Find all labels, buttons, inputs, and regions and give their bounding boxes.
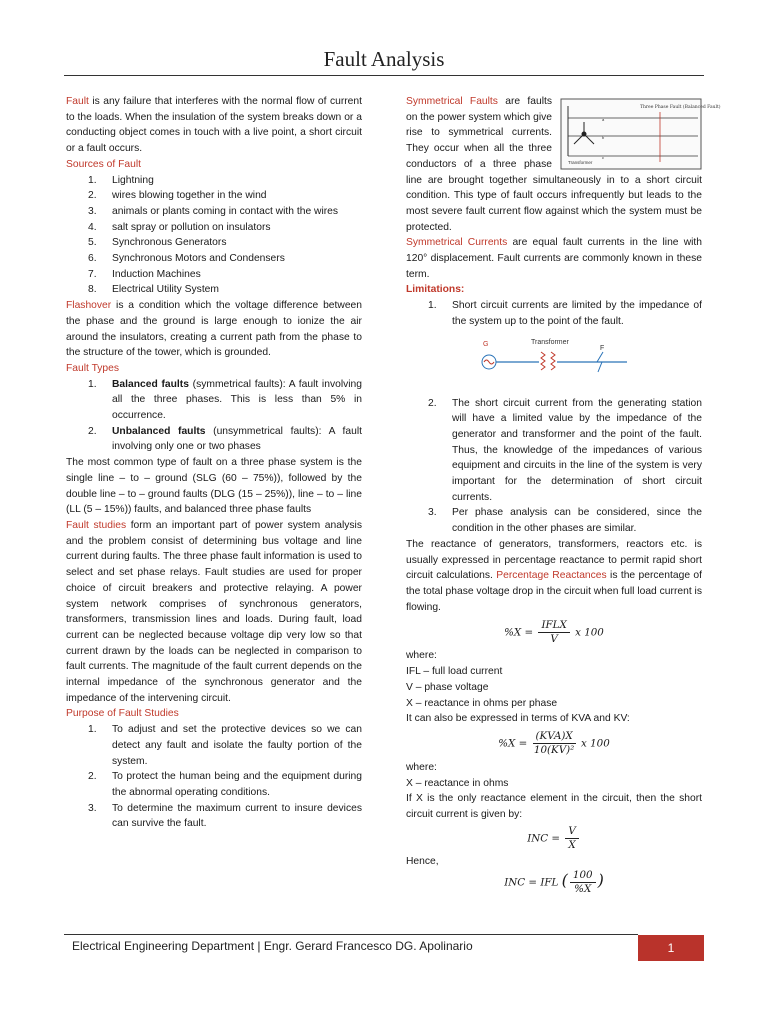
- limitations-list-continued: [406, 396, 702, 537]
- svg-text:a: a: [602, 117, 605, 122]
- purpose-heading: Purpose of Fault Studies: [66, 708, 179, 720]
- equation-isc: INC = $\frac{V}{X}$: [406, 825, 702, 852]
- fault-definition: Fault is any failure that interferes with the normal flow of current to the loads. When the insulation of the system breaks down or a conducting object comes in touch with a live point, a short circuit or a fault occurs.: [66, 96, 362, 155]
- flashover-term: Flashover: [66, 300, 112, 312]
- definition-line: V – phase voltage: [406, 681, 489, 693]
- list-item: 4. salt spray or pollution on insulators: [88, 221, 271, 233]
- list-item: 8. Electrical Utility System: [88, 284, 219, 296]
- list-item: 3. To determine the maximum current to insure devices can survive the fault.: [88, 802, 362, 830]
- footer-rule: [64, 934, 638, 935]
- transformer-label: Transformer: [531, 338, 569, 346]
- symmetrical-faults-term: Symmetrical Faults: [406, 96, 498, 107]
- purpose-list: [66, 722, 362, 832]
- list-item: 2. wires blowing together in the wind: [88, 190, 267, 202]
- list-item: 7. Induction Machines: [88, 268, 201, 280]
- where-label: where:: [406, 650, 437, 662]
- symmetrical-faults-paragraph: Symmetrical Faults Three Phase Fault (Balanced Fault) a b c Transformer are faults on the power system which give rise to symmetrical currents. They occur when all the three conductors of a three phase line are brought together simultaneously in to a short circuit condition. This type of fault occurs infrequently but leads to the most severe fault current flow against which the system must be protected.: [406, 96, 721, 233]
- footer-text: Electrical Engineering Department | Engr. Gerard Francesco DG. Apolinario: [72, 939, 473, 953]
- types-list: [66, 377, 362, 456]
- limitations-heading: Limitations:: [406, 284, 465, 296]
- list-item: 1. Balanced faults (symmetrical faults): A fault involving all the three phases. This is less than 5% in occurrence.: [88, 378, 362, 422]
- hence-label: Hence,: [406, 855, 439, 867]
- equation-isc-ifl: INC = IFL ( $\frac{100}{\%X}$ ): [504, 869, 604, 896]
- common-fault-paragraph: The most common type of fault on a three phase system is the single line – to – ground (SLG (60 – 75%)), followed by the double line – to – ground faults (DLG (15 – 25%)), line – to – line (LL (5 – 15%)) faults, and balanced three phase faults: [66, 457, 362, 516]
- generator-label: G: [483, 340, 489, 348]
- fault-studies-paragraph: Fault studies form an important part of power system analysis and the problem consist of determining bus voltage and line current during faults. The three phase fault information is used to select and set phase relays. Fault studies are used for proper choice of circuit breakers and protective relaying. A power system network comprises of synchronous generators, transformers, transmission lines and loads. During fault, load current can be neglected because voltage dip very low so that current drawn by the loads can be neglected in comparison to fault currents. The magnitude of the fault current depends on the internal impedance of the synchronous generator and the impedance of the intervening circuit.: [66, 519, 362, 704]
- list-item: 6. Synchronous Motors and Condensers: [88, 253, 285, 265]
- svg-text:c: c: [602, 155, 604, 160]
- list-item: 3. Per phase analysis can be considered, since the condition in the other phases are similar.: [428, 507, 702, 535]
- definition-line: IFL – full load current: [406, 666, 503, 678]
- generator-transformer-fault-diagram: [479, 336, 629, 386]
- list-item: 2. The short circuit current from the generating station will have a limited value by the impedance of the generator and transformer and the point of the fault. Thus, the knowledge of the impedances of various equipment and circuits in the line of the system is very important for the determination of short circuit currents.: [428, 397, 702, 503]
- transformer-label: Transformer: [568, 160, 593, 165]
- sources-list: [66, 173, 362, 299]
- symmetrical-currents-paragraph: Symmetrical Currents are equal fault currents in the line with 120° displacement. Fault currents are commonly known in these term.: [406, 237, 703, 280]
- title-rule: [64, 75, 704, 76]
- page-number: 1: [638, 935, 704, 961]
- list-item: 5. Synchronous Generators: [88, 237, 227, 249]
- types-heading: Fault Types: [66, 362, 120, 374]
- definition-line: X – reactance in ohms: [406, 777, 509, 789]
- definition-line: X – reactance in ohms per phase: [406, 697, 558, 709]
- equation-percent-x: %X = $\frac{\text{IFLX}}{V}$ x 100: [504, 619, 604, 646]
- left-column: [66, 94, 362, 832]
- svg-text:b: b: [602, 135, 605, 140]
- reactance-paragraph: The reactance of generators, transformers, reactors etc. is usually expressed in percentage reactance to permit rapid short circuit calculations. Percentage Reactances is the percentage of the total phase voltage drop in the circuit when full load current is flowing.: [406, 538, 702, 613]
- kva-line: It can also be expressed in terms of KVA and KV:: [406, 713, 630, 725]
- list-item: 2. To protect the human being and the equipment during the abnormal operating conditions.: [88, 771, 362, 798]
- list-item: 3. animals or plants coming in contact with the wires: [88, 205, 339, 217]
- right-column: [406, 94, 721, 896]
- fault-studies-term: Fault studies: [66, 519, 127, 531]
- where-label: where:: [406, 761, 437, 773]
- fault-label: F: [600, 344, 605, 352]
- limitations-list: [406, 298, 702, 329]
- fault-term: Fault: [66, 96, 89, 107]
- three-phase-fault-diagram: [560, 98, 721, 170]
- only-reactance-line: If X is the only reactance element in the circuit, then the short circuit current is given by:: [406, 793, 702, 821]
- list-item: 1. To adjust and set the protective devices so we can detect any fault and isolate the faulty portion of the system.: [88, 724, 362, 767]
- sources-heading: Sources of Fault: [66, 158, 141, 170]
- page-footer: [64, 935, 704, 961]
- list-item: 2. Unbalanced faults (unsymmetrical faults): A fault involving only one or two phases: [88, 425, 362, 453]
- page-title: Fault Analysis: [323, 47, 445, 71]
- list-item: 1. Lightning: [88, 174, 154, 186]
- equation-kva: %X = $\frac{\text{(KVA)X}}{\text{10(KV)²}}$ x 100: [498, 729, 610, 756]
- flashover-definition: Flashover is a condition which the voltage difference between the phase and the ground is large enough to ionize the air around the insulators, creating a current path from the phase to the structure of the tower, which is grounded.: [66, 300, 362, 359]
- list-item: 1. Short circuit currents are limited by the impedance of the system up to the point of the fault.: [428, 300, 702, 327]
- percentage-reactances-term: Percentage Reactances: [496, 570, 607, 582]
- diagram-caption: Three Phase Fault (Balanced Fault): [640, 105, 721, 110]
- symmetrical-currents-term: Symmetrical Currents: [406, 237, 508, 249]
